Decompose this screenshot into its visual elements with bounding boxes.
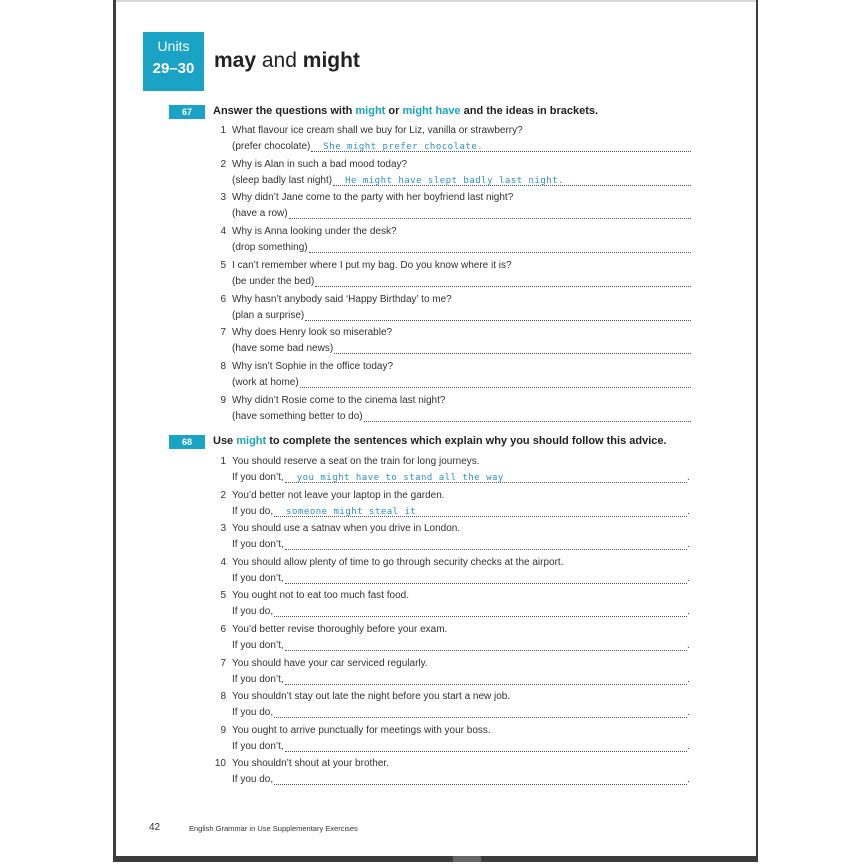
end-punctuation: . xyxy=(687,673,690,685)
question-text: You should reserve a seat on the train for long journeys. xyxy=(232,456,480,467)
title-might: might xyxy=(302,49,360,72)
question-text: Why hasn’t anybody said ‘Happy Birthday’ to me? xyxy=(232,293,452,305)
question-text: You ought not to eat too much fast food. xyxy=(232,590,409,602)
end-punctuation: . xyxy=(687,640,690,651)
answer-row xyxy=(232,505,691,517)
item-number: 2 xyxy=(220,489,226,501)
item-number: 6 xyxy=(220,293,226,305)
question-text: Why isn’t Sophie in the office today? xyxy=(232,360,394,372)
question-text: I can’t remember where I put my bag. Do you know where it is? xyxy=(232,259,512,271)
answer-cue: (have something better to do) xyxy=(232,410,363,422)
answer-row xyxy=(232,572,691,584)
page-tab xyxy=(453,856,481,862)
answer-cue: If you do, xyxy=(232,505,274,517)
answer-blank[interactable] xyxy=(289,207,691,219)
answer-row xyxy=(232,140,691,152)
item-number: 8 xyxy=(220,691,226,703)
answer-blank[interactable] xyxy=(309,241,691,253)
question-text: You should allow plenty of time to go through security checks at the airport. xyxy=(232,556,564,568)
handwritten-answer: She might prefer chocolate. xyxy=(323,142,484,152)
answer-cue: If you don’t, xyxy=(232,673,284,685)
unit-badge xyxy=(143,32,204,91)
answer-row xyxy=(232,773,691,785)
answer-blank[interactable] xyxy=(285,740,687,752)
answer-row xyxy=(232,174,691,186)
answer-blank[interactable] xyxy=(311,140,691,152)
answer-row xyxy=(232,241,691,253)
answer-row xyxy=(232,376,691,388)
item-number: 2 xyxy=(220,158,226,170)
question-text: Why is Alan in such a bad mood today? xyxy=(232,158,408,170)
item-number: 3 xyxy=(220,523,226,535)
answer-cue: If you don’t, xyxy=(232,572,284,584)
answer-row xyxy=(232,275,691,287)
page-title xyxy=(214,49,360,73)
answer-row xyxy=(232,740,691,752)
question-text: You’d better not leave your laptop in the garden. xyxy=(232,489,445,501)
exercise-68-tag: 68 xyxy=(169,435,205,449)
handwritten-answer: you might have to stand all the way xyxy=(296,473,504,483)
answer-blank[interactable] xyxy=(334,342,691,354)
item-number: 4 xyxy=(220,226,226,238)
exercise-67-instruction: Answer the questions with might or might have and the ideas in brackets. xyxy=(213,105,599,117)
answer-blank[interactable] xyxy=(305,309,691,321)
answer-blank[interactable] xyxy=(285,538,687,550)
answer-cue: (drop something) xyxy=(232,242,308,254)
answer-blank[interactable] xyxy=(285,572,687,584)
answer-cue: (plan a surprise) xyxy=(232,309,305,321)
item-number: 6 xyxy=(220,624,226,635)
question-text: Why does Henry look so miserable? xyxy=(232,327,393,339)
answer-row xyxy=(232,706,691,718)
end-punctuation: . xyxy=(687,606,690,618)
answer-cue: (prefer chocolate) xyxy=(232,141,311,152)
question-text: What flavour ice cream shall we buy for Liz, vanilla or strawberry? xyxy=(232,125,523,136)
page-edge xyxy=(116,0,756,2)
answer-row xyxy=(232,342,691,354)
end-punctuation: . xyxy=(687,572,690,584)
title-and: and xyxy=(261,49,297,72)
answer-row xyxy=(232,471,691,483)
item-number: 5 xyxy=(220,259,226,271)
exercise-67-tag: 67 xyxy=(169,105,205,119)
item-number: 4 xyxy=(220,556,226,568)
item-number: 1 xyxy=(220,125,226,136)
answer-cue: If you don’t, xyxy=(232,539,284,551)
page-number: 42 xyxy=(149,822,161,833)
answer-blank[interactable] xyxy=(285,639,687,651)
answer-blank[interactable] xyxy=(274,706,687,718)
item-number: 10 xyxy=(214,758,226,770)
question-text: Why is Anna looking under the desk? xyxy=(232,226,397,238)
question-text: You ought to arrive punctually for meetings with your boss. xyxy=(232,724,491,736)
answer-cue: (work at home) xyxy=(232,376,299,388)
question-text: You should use a satnav when you drive in London. xyxy=(232,523,461,535)
answer-blank[interactable] xyxy=(274,505,687,517)
unit-range: 29–30 xyxy=(152,60,195,77)
answer-blank[interactable] xyxy=(285,673,687,685)
answer-row xyxy=(232,538,691,550)
end-punctuation: . xyxy=(687,774,690,786)
question-text: Why didn’t Rosie come to the cinema last night? xyxy=(232,394,446,406)
answer-row xyxy=(232,639,691,651)
answer-cue: (be under the bed) xyxy=(232,275,315,287)
question-text: You shouldn’t shout at your brother. xyxy=(232,758,389,770)
answer-cue: If you don’t, xyxy=(232,740,284,752)
answer-cue: If you do, xyxy=(232,774,274,786)
answer-blank[interactable] xyxy=(274,605,687,617)
answer-blank[interactable] xyxy=(274,773,687,785)
answer-cue: If you do, xyxy=(232,707,274,719)
answer-blank[interactable] xyxy=(315,275,691,287)
handwritten-answer: someone might steal it xyxy=(286,506,417,517)
answer-blank[interactable] xyxy=(285,471,687,483)
question-text: You shouldn’t stay out late the night before you start a new job. xyxy=(232,691,511,703)
answer-row xyxy=(232,207,691,219)
worksheet-page xyxy=(113,0,758,862)
answer-row xyxy=(232,673,691,685)
item-number: 5 xyxy=(220,590,226,602)
title-may: may xyxy=(214,49,257,72)
answer-row xyxy=(232,309,691,321)
answer-cue: (have a row) xyxy=(232,208,288,220)
end-punctuation: . xyxy=(687,472,690,483)
end-punctuation: . xyxy=(687,505,690,517)
item-number: 8 xyxy=(220,360,226,372)
item-number: 1 xyxy=(220,456,226,467)
end-punctuation: . xyxy=(687,707,690,719)
item-number: 9 xyxy=(220,394,226,406)
answer-row xyxy=(232,410,691,422)
item-number: 7 xyxy=(220,657,226,669)
exercise-68-instruction: Use might to complete the sentences which explain why you should follow this advice. xyxy=(213,435,667,447)
answer-blank[interactable] xyxy=(333,174,691,186)
question-text: You should have your car serviced regularly. xyxy=(232,657,428,669)
item-number: 7 xyxy=(220,327,226,339)
answer-cue: (have some bad news) xyxy=(232,343,334,355)
end-punctuation: . xyxy=(687,539,690,551)
answer-cue: (sleep badly last night) xyxy=(232,174,333,186)
item-number: 9 xyxy=(220,724,226,736)
book-title: English Grammar in Use Supplementary Exercises xyxy=(189,824,358,833)
end-punctuation: . xyxy=(687,740,690,752)
answer-cue: If you don’t, xyxy=(232,472,284,483)
answer-cue: If you don’t, xyxy=(232,640,284,651)
answer-row xyxy=(232,605,691,617)
question-text: Why didn’t Jane come to the party with her boyfriend last night? xyxy=(232,192,514,204)
item-number: 3 xyxy=(220,192,226,204)
answer-cue: If you do, xyxy=(232,606,274,618)
question-text: You’d better revise thoroughly before your exam. xyxy=(232,624,448,635)
answer-blank[interactable] xyxy=(300,376,691,388)
answer-blank[interactable] xyxy=(364,410,691,422)
handwritten-answer: He might have slept badly last night. xyxy=(345,175,565,186)
unit-label: Units xyxy=(157,38,190,54)
